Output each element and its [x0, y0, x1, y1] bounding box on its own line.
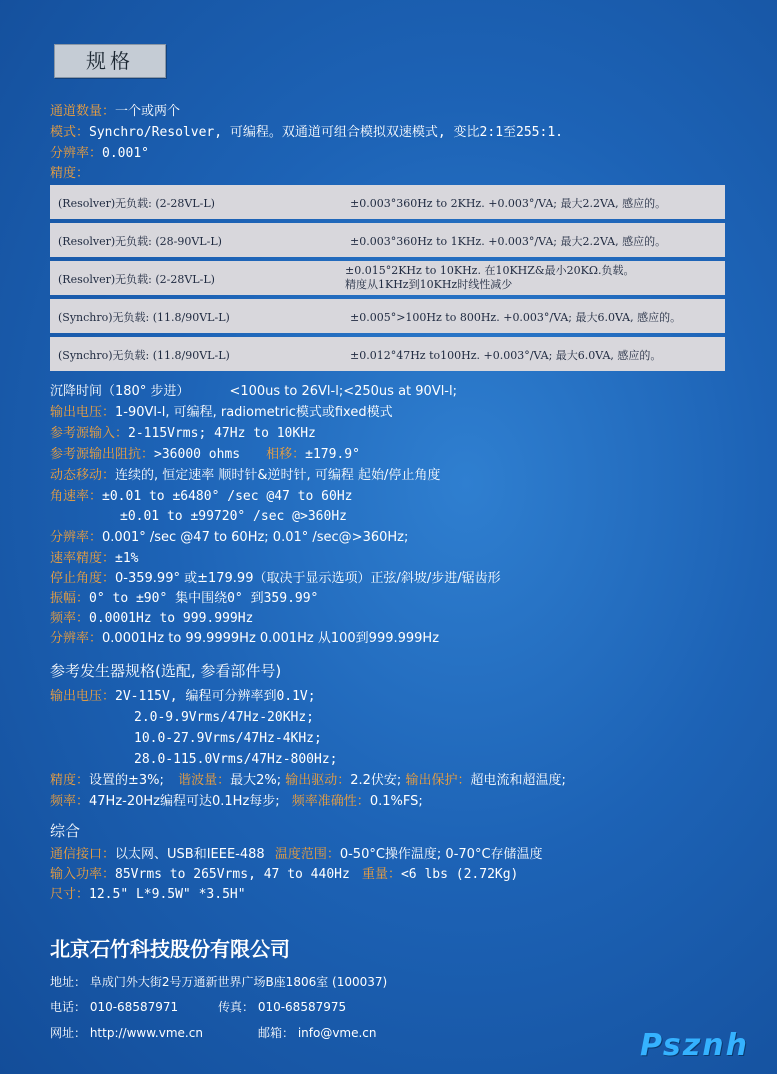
- table-cell-spec: ±0.003°360Hz to 1KHz. +0.003°/VA; 最大2.2VA, 感应的。: [350, 235, 667, 248]
- spec-value: <6 lbs (2.72Kg): [400, 867, 519, 882]
- table-cell-spec: [345, 264, 635, 292]
- table-cell-spec-line2: 精度从1KHz到10KHz时线性减少: [345, 278, 513, 291]
- spec-value: ±0.01 to ±6480° /sec @47 to 60Hz: [102, 489, 353, 504]
- spec-label: 精度：: [50, 773, 90, 788]
- spec-value-phase: ±179.9°: [305, 447, 360, 462]
- section-title-general: 综合: [50, 822, 81, 840]
- company-name: 北京石竹科技股份有限公司: [50, 937, 290, 961]
- spec-label: 分辨率：: [50, 530, 103, 545]
- spec-label: 通道数量：: [50, 104, 116, 119]
- spec-value: 2V-115V, 编程可分辨率到0.1V;: [115, 689, 316, 704]
- spec-label: 频率准确性：: [291, 794, 370, 809]
- spec-ref-input: [50, 425, 316, 443]
- section-title-ref-generator: 参考发生器规格(选配, 参看部件号): [50, 662, 282, 680]
- spec-rate-accuracy: [50, 550, 139, 568]
- spec-label: 通信接口：: [50, 847, 116, 862]
- table-row: [50, 223, 725, 257]
- spec-value: 1-90Vl-l, 可编程, radiometric模式或fixed模式: [115, 405, 393, 420]
- spec-label: 模式：: [50, 125, 90, 140]
- spec-value: 0-359.99° 或±179.99（取决于显示选项）正弦/斜坡/步进/锯齿形: [115, 571, 501, 586]
- spec-value: 0.1%FS;: [369, 794, 423, 809]
- spec-label: 输出驱动：: [285, 773, 351, 788]
- spec-label: 角速率：: [50, 489, 103, 504]
- spec-stop-angle: [50, 570, 501, 588]
- spec-value: 一个或两个: [115, 104, 181, 119]
- spec-frequency: [50, 610, 253, 628]
- ref-gen-output-voltage: [50, 688, 316, 706]
- ref-gen-frequency-line: [50, 793, 423, 811]
- ref-gen-accuracy-line: [50, 772, 566, 790]
- spec-value: 0.0001Hz to 999.999Hz: [89, 611, 254, 626]
- spec-angular-rate-2: [120, 508, 347, 526]
- spec-label: 精度：: [50, 166, 90, 181]
- ref-gen-range-2: 10.0-27.9Vrms/47Hz-4KHz;: [134, 731, 322, 746]
- page-title: 规格: [54, 44, 166, 78]
- spec-value: 2.2伏安;: [350, 773, 402, 788]
- spec-frequency-resolution: [50, 630, 439, 648]
- spec-channels: [50, 103, 180, 121]
- table-cell-spec-line1: ±0.015°2KHz to 10KHz. 在10KHZ&最小20KΩ.负载。: [345, 264, 635, 277]
- spec-resolution: [50, 145, 149, 163]
- spec-label: 停止角度：: [50, 571, 116, 586]
- spec-label: 输入功率：: [50, 867, 116, 882]
- spec-value: 设置的±3%;: [89, 773, 164, 788]
- spec-value: 12.5" L*9.5W" *3.5H": [89, 887, 246, 902]
- spec-value: 0.001°: [102, 146, 149, 161]
- spec-label-phase: 相移：: [266, 447, 306, 462]
- spec-rate-resolution: [50, 529, 408, 547]
- spec-mode: [50, 124, 563, 142]
- spec-value: 85Vrms to 265Vrms, 47 to 440Hz: [115, 867, 350, 882]
- spec-label: 参考源输出阻抗：: [50, 447, 155, 462]
- spec-ref-output-impedance: [50, 446, 360, 464]
- general-power-weight-line: [50, 866, 518, 884]
- spec-value: >36000 ohms: [154, 447, 241, 462]
- spec-label: 振幅：: [50, 591, 90, 606]
- ref-gen-range-1: 2.0-9.9Vrms/47Hz-20KHz;: [134, 710, 315, 725]
- table-cell-spec: ±0.012°47Hz to100Hz. +0.003°/VA; 最大6.0VA, 感应的。: [350, 349, 662, 362]
- spec-dynamic-motion: [50, 467, 440, 485]
- spec-value: 2-115Vrms; 47Hz to 10KHz: [128, 426, 316, 441]
- spec-label: 动态移动：: [50, 468, 116, 483]
- contact-email[interactable]: 邮箱： info@vme.cn: [258, 1026, 377, 1040]
- spec-angular-rate: [50, 488, 352, 506]
- spec-label: 分辨率：: [50, 631, 103, 646]
- accuracy-table: [50, 185, 725, 375]
- table-row: [50, 299, 725, 333]
- spec-label: 输出电压：: [50, 405, 116, 420]
- spec-value: 0.0001Hz to 99.9999Hz 0.001Hz 从100到999.999Hz: [102, 631, 440, 646]
- spec-value: 0-50°C操作温度; 0-70°C存储温度: [339, 847, 543, 862]
- spec-value: ±0.01 to ±99720° /sec @>360Hz: [120, 509, 347, 524]
- spec-label: 频率：: [50, 611, 90, 626]
- spec-label: 温度范围：: [274, 847, 340, 862]
- general-comm-temp-line: [50, 846, 543, 864]
- spec-value: 以太网、USB和IEEE-488: [115, 847, 265, 862]
- spec-label: 尺寸：: [50, 887, 90, 902]
- table-cell-mode: (Resolver)无负载: (2-28VL-L): [58, 197, 215, 210]
- spec-value: ±1%: [115, 551, 139, 566]
- general-size-line: [50, 886, 246, 904]
- contact-fax: 传真： 010-68587975: [218, 1000, 347, 1014]
- table-cell-spec: ±0.005°>100Hz to 800Hz. +0.003°/VA; 最大6.0VA, 感应的。: [350, 311, 682, 324]
- spec-label: 频率：: [50, 794, 90, 809]
- spec-label: 重量：: [361, 867, 401, 882]
- contact-website[interactable]: 网址： http://www.vme.cn: [50, 1026, 203, 1040]
- table-cell-mode: (Resolver)无负载: (2-28VL-L): [58, 273, 215, 286]
- contact-phone: 电话： 010-68587971: [50, 1000, 179, 1014]
- table-cell-mode: (Synchro)无负载: (11.8/90VL-L): [58, 349, 230, 362]
- spec-value: Synchro/Resolver, 可编程。双通道可组合模拟双速模式, 变比2:1至255:1.: [89, 125, 563, 140]
- table-cell-mode: (Resolver)无负载: (28-90VL-L): [58, 235, 222, 248]
- table-row: [50, 261, 725, 295]
- table-row: [50, 185, 725, 219]
- spec-label: 分辨率：: [50, 146, 103, 161]
- spec-value: <100us to 26Vl-l;<250us at 90Vl-l;: [229, 384, 457, 399]
- contact-address: 地址： 阜成门外大街2号万通新世界广场B座1806室 (100037): [50, 975, 388, 989]
- table-row: [50, 337, 725, 371]
- spec-value: 连续的, 恒定速率 顺时针&逆时针, 可编程 起始/停止角度: [115, 468, 441, 483]
- table-cell-mode: (Synchro)无负载: (11.8/90VL-L): [58, 311, 230, 324]
- spec-label: 输出保护：: [405, 773, 471, 788]
- spec-settling-time: [50, 383, 457, 401]
- spec-accuracy: [50, 165, 89, 183]
- spec-label: 沉降时间（180° 步进）: [50, 384, 190, 399]
- spec-label: 参考源输入：: [50, 426, 129, 441]
- table-cell-spec: ±0.003°360Hz to 2KHz. +0.003°/VA; 最大2.2VA, 感应的。: [350, 197, 667, 210]
- ref-gen-range-3: 28.0-115.0Vrms/47Hz-800Hz;: [134, 752, 338, 767]
- spec-value: 0° to ±90° 集中围绕0° 到359.99°: [89, 591, 319, 606]
- spec-output-voltage: [50, 404, 393, 422]
- spec-value: 超电流和超温度;: [470, 773, 566, 788]
- spec-label: 速率精度：: [50, 551, 116, 566]
- spec-value: 0.001° /sec @47 to 60Hz; 0.01° /sec@>360Hz;: [102, 530, 409, 545]
- spec-value: 最大2%;: [230, 773, 282, 788]
- watermark-logo: Psznh: [640, 1028, 749, 1063]
- spec-label: 输出电压：: [50, 689, 116, 704]
- spec-label: 谐波量：: [178, 773, 231, 788]
- spec-value: 47Hz-20Hz编程可达0.1Hz每步;: [89, 794, 280, 809]
- spec-amplitude: [50, 590, 318, 608]
